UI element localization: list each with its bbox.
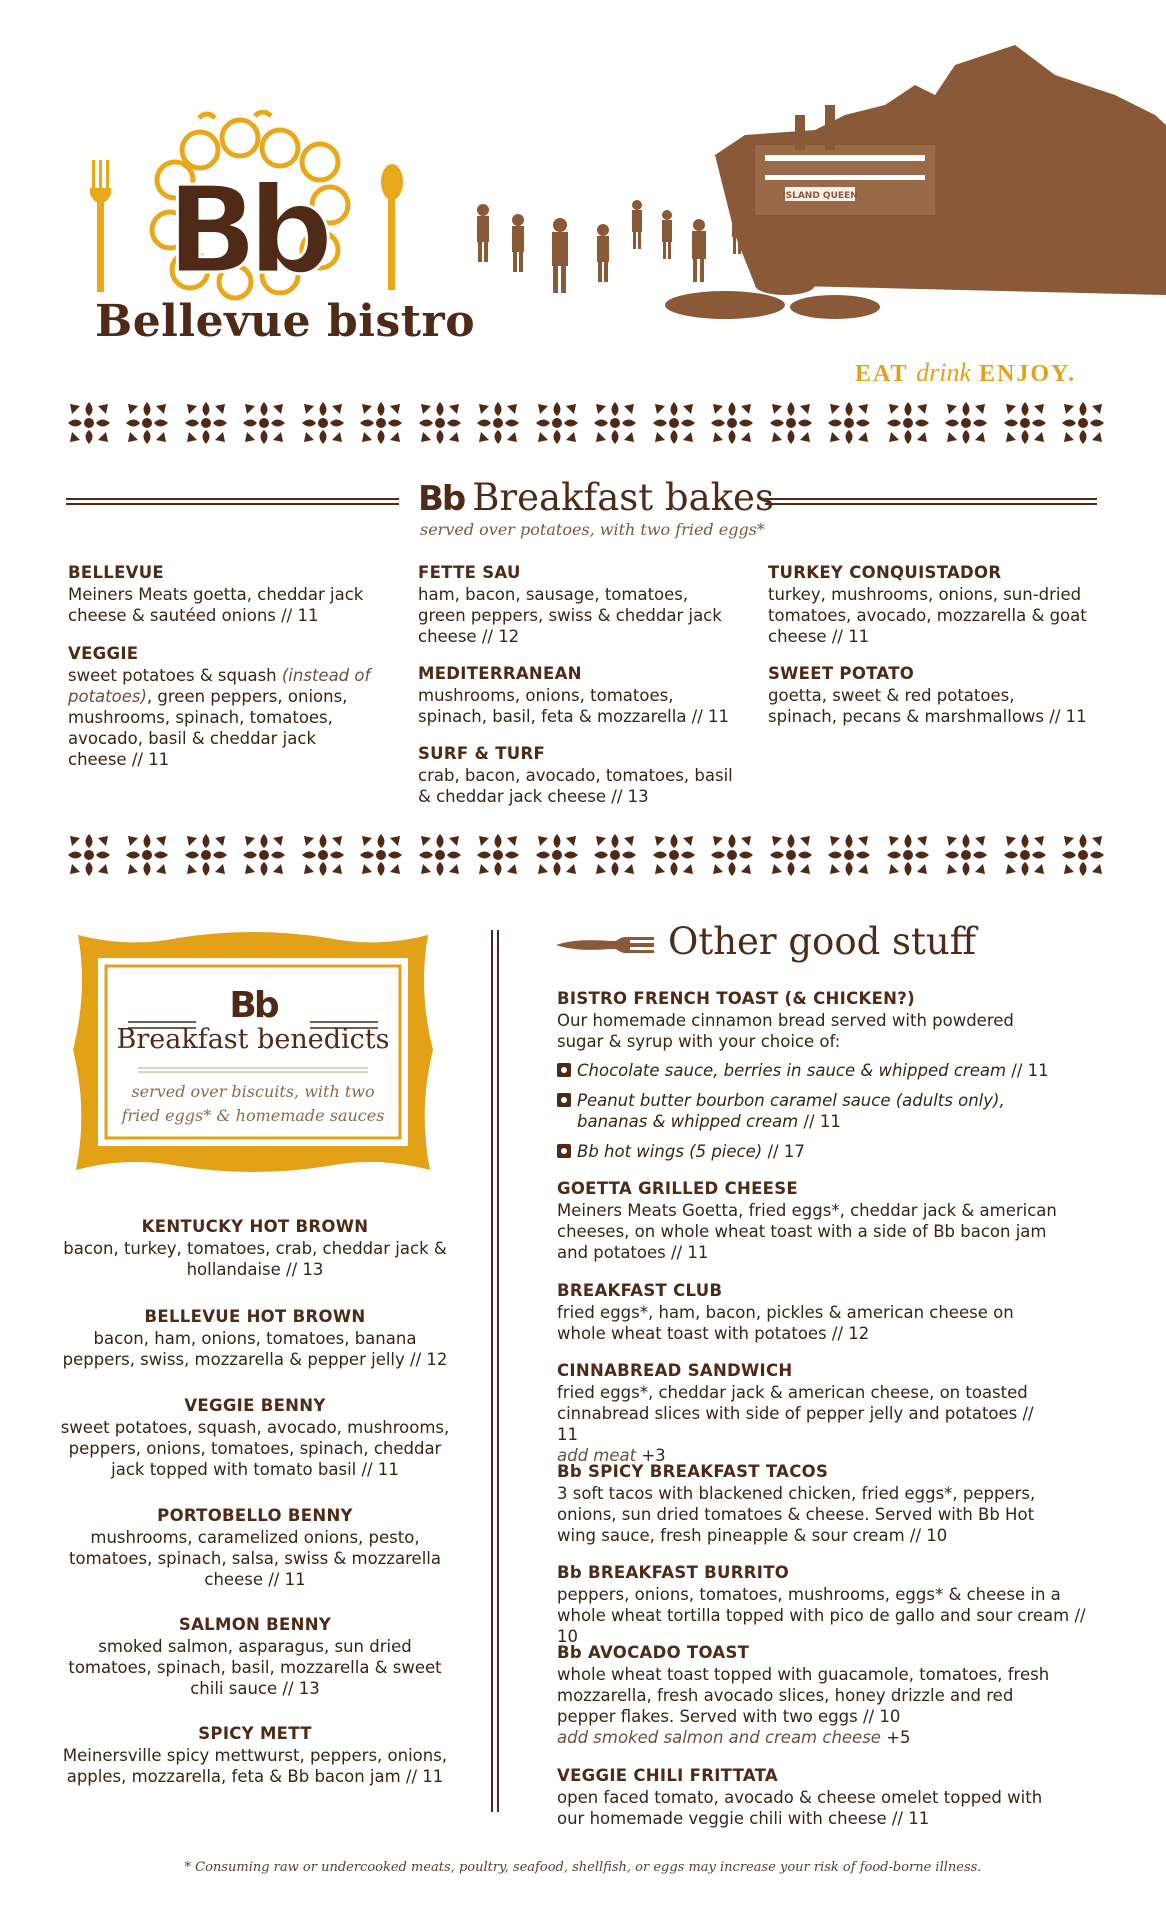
ornament-tile-icon [943,400,989,446]
ornament-tile-icon [358,832,404,878]
svg-text:ISLAND QUEEN: ISLAND QUEEN [782,191,858,201]
section-title-other-good-stuff: Other good stuff [668,920,977,963]
menu-item: VEGGIE BENNY sweet potatoes, squash, avocado, mushrooms, peppers, onions, tomatoes, spinach, cheddar jack topped with tomato basil // 11 [60,1396,450,1479]
ornament-tile-icon [241,400,287,446]
ornament-tile-icon [592,832,638,878]
ornament-tile-icon [826,400,872,446]
divider-line [765,498,1097,505]
decorative-tile-row [66,832,1106,878]
option-item: Chocolate sauce, berries in sauce & whipped cream // 11 [557,1060,1057,1081]
menu-item: GOETTA GRILLED CHEESE Meiners Meats Goetta, fried eggs*, cheddar jack & american cheeses, on whole wheat toast with a side of Bb bacon jam and potatoes // 11 [557,1179,1057,1262]
ornament-tile-icon [768,832,814,878]
ornament-tile-icon [300,832,346,878]
menu-item: Bb AVOCADO TOAST whole wheat toast topped with guacamole, tomatoes, fresh mozzarella, fresh avocado slices, honey drizzle and red pepper flakes. Served with two eggs // 10 add smoked salmon and cream cheese +5 [557,1643,1050,1747]
menu-item: KENTUCKY HOT BROWN bacon, turkey, tomatoes, crab, cheddar jack & hollandaise // 13 [63,1217,447,1279]
ornament-tile-icon [124,832,170,878]
spoon-icon [381,164,403,290]
ornament-tile-icon [651,832,697,878]
bullet-icon [557,1093,571,1107]
menu-item: BISTRO FRENCH TOAST (& CHICKEN?) Our homemade cinnamon bread served with powdered sugar & syrup with your choice of: [557,989,1014,1051]
ornament-tile-icon [1060,400,1106,446]
section-title-breakfast-benedicts: Breakfast benedicts [116,1024,390,1055]
menu-item: FETTE SAU ham, bacon, sausage, tomatoes, green peppers, swiss & cheddar jack cheese // 12 [418,563,722,646]
ornament-tile-icon [358,400,404,446]
section-title-breakfast-bakes: Bb Breakfast bakes [418,476,774,519]
menu-item: SURF & TURF crab, bacon, avocado, tomatoes, basil & cheddar jack cheese // 13 [418,744,733,806]
ornament-tile-icon [300,400,346,446]
menu-item: MEDITERRANEAN mushrooms, onions, tomatoes, spinach, basil, feta & mozzarella // 11 [418,664,730,726]
ornament-tile-icon [124,400,170,446]
ornament-tile-icon [183,832,229,878]
menu-item: BELLEVUE Meiners Meats goetta, cheddar jack cheese & sautéed onions // 11 [68,563,364,625]
bullet-icon [557,1144,571,1158]
ornament-tile-icon [943,832,989,878]
section-subtitle: served over potatoes, with two fried eggs* [420,520,765,539]
option-item: Peanut butter bourbon caramel sauce (adults only), bananas & whipped cream // 11 [557,1090,1077,1132]
menu-item: VEGGIE CHILI FRITTATA open faced tomato, avocado & cheese omelet topped with our homemade veggie chili with cheese // 11 [557,1766,1043,1828]
decorative-tile-row [66,400,1106,446]
ornament-tile-icon [475,832,521,878]
menu-item: TURKEY CONQUISTADOR turkey, mushrooms, onions, sun-dried tomatoes, avocado, mozzarella & goat cheese // 11 [768,563,1087,646]
ornament-tile-icon [534,832,580,878]
brand-name: Bellevue bistro [95,296,476,347]
ornament-tile-icon [417,832,463,878]
menu-item: SALMON BENNY smoked salmon, asparagus, sun dried tomatoes, spinach, basil, mozzarella & sweet chili sauce // 13 [68,1615,442,1698]
ornament-tile-icon [1002,400,1048,446]
ornament-tile-icon [534,400,580,446]
menu-item: CINNABREAD SANDWICH fried eggs*, cheddar jack & american cheese, on toasted cinnabread slices with side of pepper jelly and potatoes // 11 add meat +3 [557,1361,1034,1465]
menu-item: SWEET POTATO goetta, sweet & red potatoes, spinach, pecans & marshmallows // 11 [768,664,1087,726]
section-subtitle: served over biscuits, with two fried eggs* & homemade sauces [121,1082,385,1125]
ornament-tile-icon [1002,832,1048,878]
ornament-tile-icon [66,832,112,878]
svg-text:Bb: Bb [166,162,324,301]
ornament-tile-icon [709,832,755,878]
ornament-tile-icon [709,400,755,446]
benedicts-logo-mark: Bb [229,985,277,1026]
ornament-tile-icon [592,400,638,446]
ornament-tile-icon [183,400,229,446]
fork-icon [556,932,656,958]
menu-item: PORTOBELLO BENNY mushrooms, caramelized onions, pesto, tomatoes, spinach, salsa, swiss & mozzarella cheese // 11 [69,1506,441,1589]
bullet-icon [557,1063,571,1077]
ornament-tile-icon [1060,832,1106,878]
ornament-tile-icon [241,832,287,878]
food-safety-footnote: * Consuming raw or undercooked meats, poultry, seafood, shellfish, or eggs may increase your risk of food-borne illness. [184,1860,982,1875]
menu-item: SPICY METT Meinersville spicy mettwurst, peppers, onions, apples, mozzarella, feta & Bb bacon jam // 11 [62,1724,448,1786]
menu-item: BELLEVUE HOT BROWN bacon, ham, onions, tomatoes, banana peppers, swiss, mozzarella & pepper jelly // 12 [62,1307,448,1369]
riverboat-illustration [455,35,1166,365]
ornament-tile-icon [885,832,931,878]
ornament-tile-icon [651,400,697,446]
menu-item: VEGGIE sweet potatoes & squash (instead of potatoes), green peppers, onions, mushrooms, spinach, tomatoes, avocado, basil & cheddar jack cheese // 11 [68,644,371,769]
ornament-tile-icon [66,400,112,446]
menu-item: BREAKFAST CLUB fried eggs*, ham, bacon, pickles & american cheese on whole wheat toast with potatoes // 12 [557,1281,1014,1343]
menu-item: Bb BREAKFAST BURRITO peppers, onions, tomatoes, mushrooms, eggs* & cheese in a whole wheat tortilla topped with pico de gallo and sour cream // 10 [557,1563,1086,1646]
fork-icon [90,160,111,292]
tagline: EAT drink ENJOY. [855,358,1077,387]
option-item: Bb hot wings (5 piece) // 17 [557,1141,1057,1162]
menu-item: Bb SPICY BREAKFAST TACOS 3 soft tacos with blackened chicken, fried eggs*, peppers, onions, sun dried tomatoes & cheese. Served with Bb Hot wing sauce, fresh pineapple & sour cream // 10 [557,1462,1036,1545]
ornament-tile-icon [768,400,814,446]
ornament-tile-icon [885,400,931,446]
divider-line [66,498,399,505]
ornament-tile-icon [475,400,521,446]
ornament-tile-icon [417,400,463,446]
column-divider [491,930,499,1812]
ornament-tile-icon [826,832,872,878]
